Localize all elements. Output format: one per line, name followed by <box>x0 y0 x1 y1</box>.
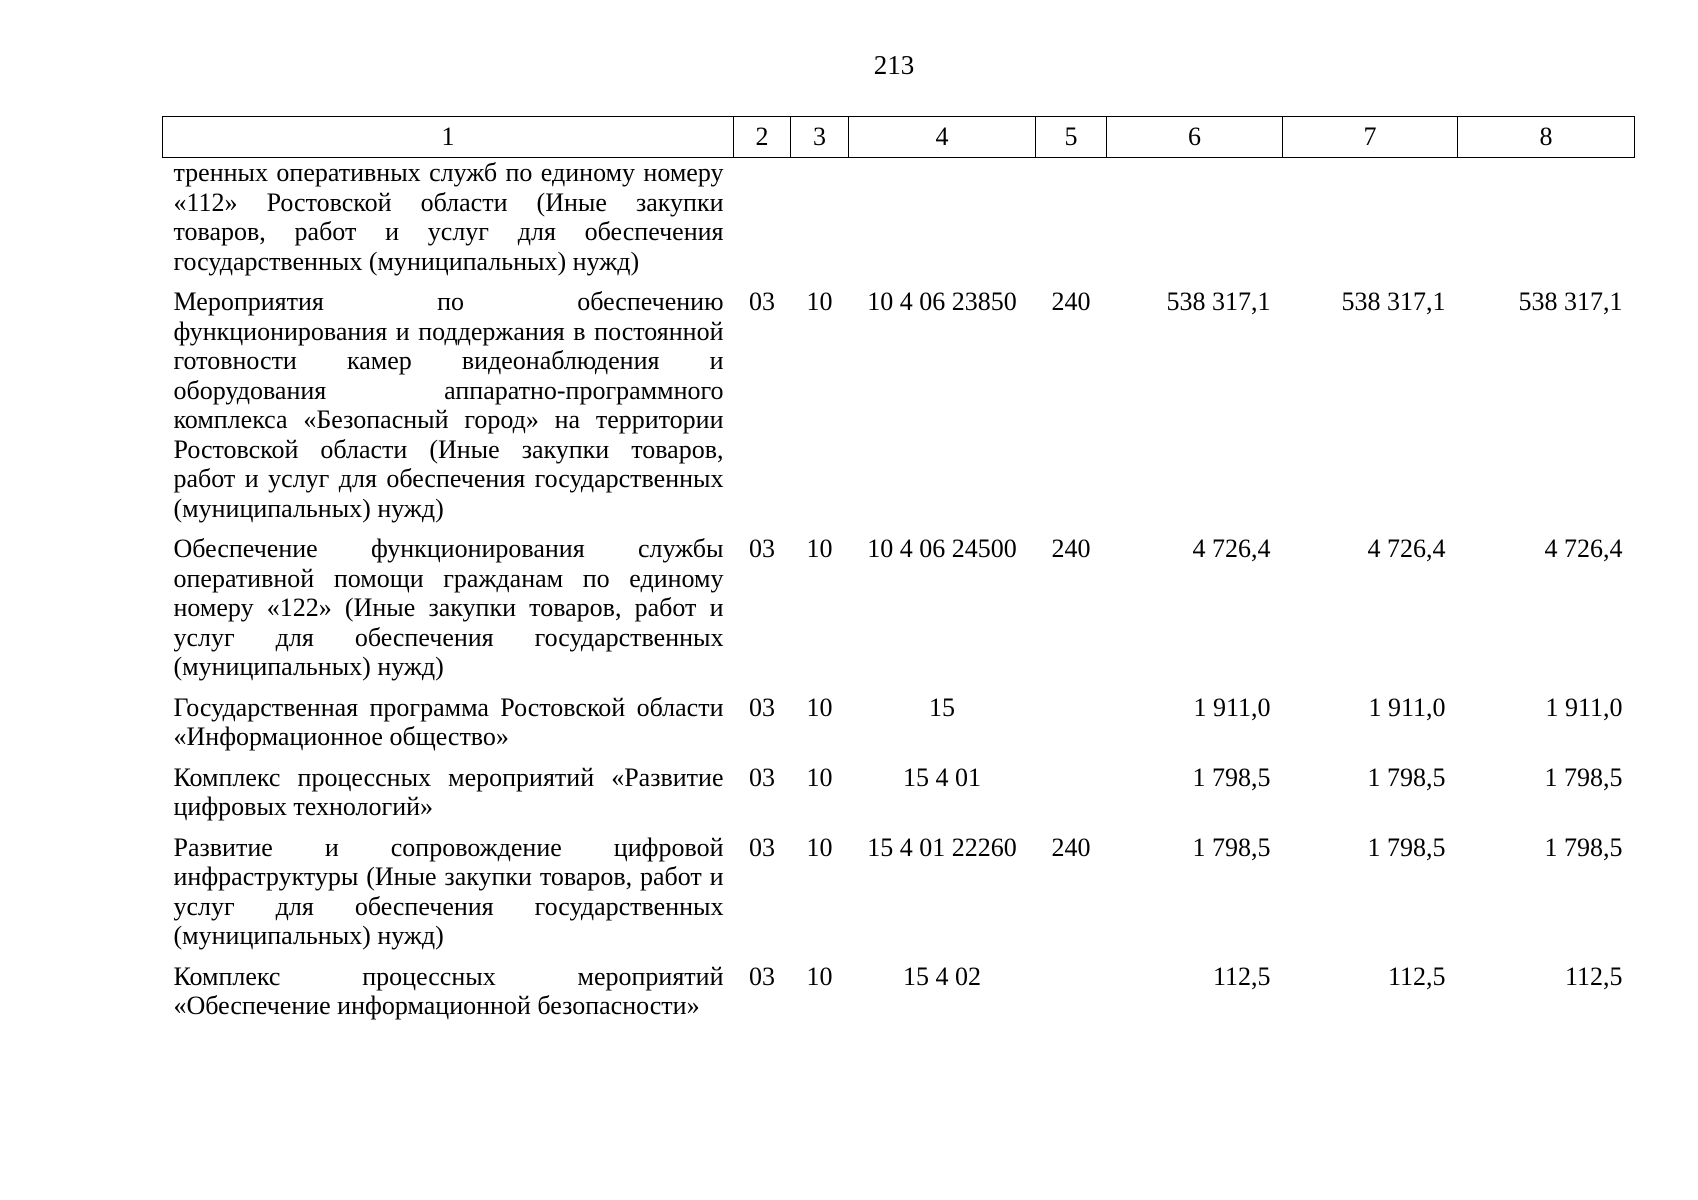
row-description: Комплекс процессных мероприятий «Обеспечение информационной безопасности» <box>173 961 724 1020</box>
row-target-article: 15 <box>929 692 955 722</box>
row-value-7: 112,5 <box>1387 961 1446 991</box>
row-description: Обеспечение функционирования службы оперативной помощи гражданам по единому номеру «122» (Иные закупки товаров, работ и услуг для обеспечения государственных (муниципальных) нужд) <box>173 534 724 681</box>
header-col-8: 8 <box>1458 117 1635 158</box>
row-value-8 <box>1458 158 1635 288</box>
row-subsection: 10 <box>806 534 833 563</box>
row-value-6: 4 726,4 <box>1192 534 1271 563</box>
row-value-7: 1 798,5 <box>1367 832 1446 862</box>
table-header-row <box>163 117 1635 158</box>
row-section: 03 <box>749 961 775 991</box>
row-subsection: 10 <box>806 762 833 792</box>
row-target-article <box>849 158 1036 288</box>
row-value-8: 4 726,4 <box>1544 534 1623 563</box>
table-row <box>163 158 1635 288</box>
row-value-7: 1 911,0 <box>1368 692 1446 722</box>
row-subsection: 10 <box>806 961 833 991</box>
row-value-7: 1 798,5 <box>1367 762 1446 792</box>
row-expense-type <box>1036 962 1107 1032</box>
row-section <box>734 158 791 288</box>
header-col-5: 5 <box>1036 117 1107 158</box>
row-subsection: 10 <box>806 287 833 316</box>
header-col-4: 4 <box>849 117 1036 158</box>
row-value-8: 112,5 <box>1564 961 1623 991</box>
row-description: Комплекс процессных мероприятий «Развитие цифровых технологий» <box>173 762 724 821</box>
row-description: Развитие и сопровождение цифровой инфраструктуры (Иные закупки товаров, работ и услуг для обеспечения государственных (муниципальных) нужд) <box>173 832 724 950</box>
row-section: 03 <box>749 762 775 792</box>
row-section: 03 <box>749 534 775 563</box>
row-expense-type: 240 <box>1051 534 1091 563</box>
row-subsection <box>791 158 849 288</box>
row-subsection: 10 <box>806 832 833 862</box>
row-target-article: 15 4 01 <box>903 762 981 792</box>
table-row <box>163 534 1635 693</box>
header-col-6: 6 <box>1107 117 1283 158</box>
table-row <box>163 693 1635 763</box>
page-number: 213 <box>873 50 915 80</box>
row-expense-type: 240 <box>1051 832 1091 862</box>
table-row <box>163 962 1635 1032</box>
row-value-7: 4 726,4 <box>1367 534 1446 563</box>
row-value-8: 538 317,1 <box>1518 287 1623 316</box>
row-target-article: 10 4 06 24500 <box>867 534 1017 563</box>
table-row <box>163 763 1635 833</box>
row-target-article: 15 4 02 <box>903 961 981 991</box>
row-value-8: 1 798,5 <box>1544 762 1623 792</box>
row-expense-type <box>1036 693 1107 763</box>
row-value-6: 538 317,1 <box>1166 287 1271 316</box>
row-section: 03 <box>749 287 775 316</box>
row-value-8: 1 798,5 <box>1544 832 1623 862</box>
header-col-7: 7 <box>1283 117 1458 158</box>
row-value-8: 1 911,0 <box>1545 692 1623 722</box>
row-subsection: 10 <box>806 692 833 722</box>
header-col-1: 1 <box>163 117 734 158</box>
budget-table <box>162 116 1635 1032</box>
row-value-6: 112,5 <box>1212 961 1271 991</box>
header-col-3: 3 <box>791 117 849 158</box>
row-target-article: 15 4 01 22260 <box>867 832 1017 862</box>
row-expense-type <box>1036 763 1107 833</box>
row-value-7: 538 317,1 <box>1341 287 1446 316</box>
row-value-6: 1 798,5 <box>1192 762 1271 792</box>
row-value-6 <box>1107 158 1283 288</box>
row-description: Государственная программа Ростовской области «Информационное общество» <box>173 692 724 751</box>
row-value-7 <box>1283 158 1458 288</box>
row-target-article: 10 4 06 23850 <box>867 287 1017 316</box>
row-value-6: 1 911,0 <box>1193 692 1271 722</box>
table-row <box>163 287 1635 534</box>
row-description: Мероприятия по обеспечению функционирования и поддержания в постоянной готовности камер видеонаблюдения и оборудования аппаратно-программного комплекса «Безопасный город» на территории Ростовской области (Иные закупки товаров, работ и услуг для обеспечения государственных (муниципальных) нужд) <box>173 287 724 523</box>
row-section: 03 <box>749 832 775 862</box>
row-description: тренных оперативных служб по единому номеру «112» Ростовской области (Иные закупки товаров, работ и услуг для обеспечения государственных (муниципальных) нужд) <box>173 158 724 276</box>
table-row <box>163 833 1635 962</box>
header-col-2: 2 <box>734 117 791 158</box>
row-expense-type: 240 <box>1051 287 1091 316</box>
row-value-6: 1 798,5 <box>1192 832 1271 862</box>
row-expense-type <box>1036 158 1107 288</box>
row-section: 03 <box>749 692 775 722</box>
